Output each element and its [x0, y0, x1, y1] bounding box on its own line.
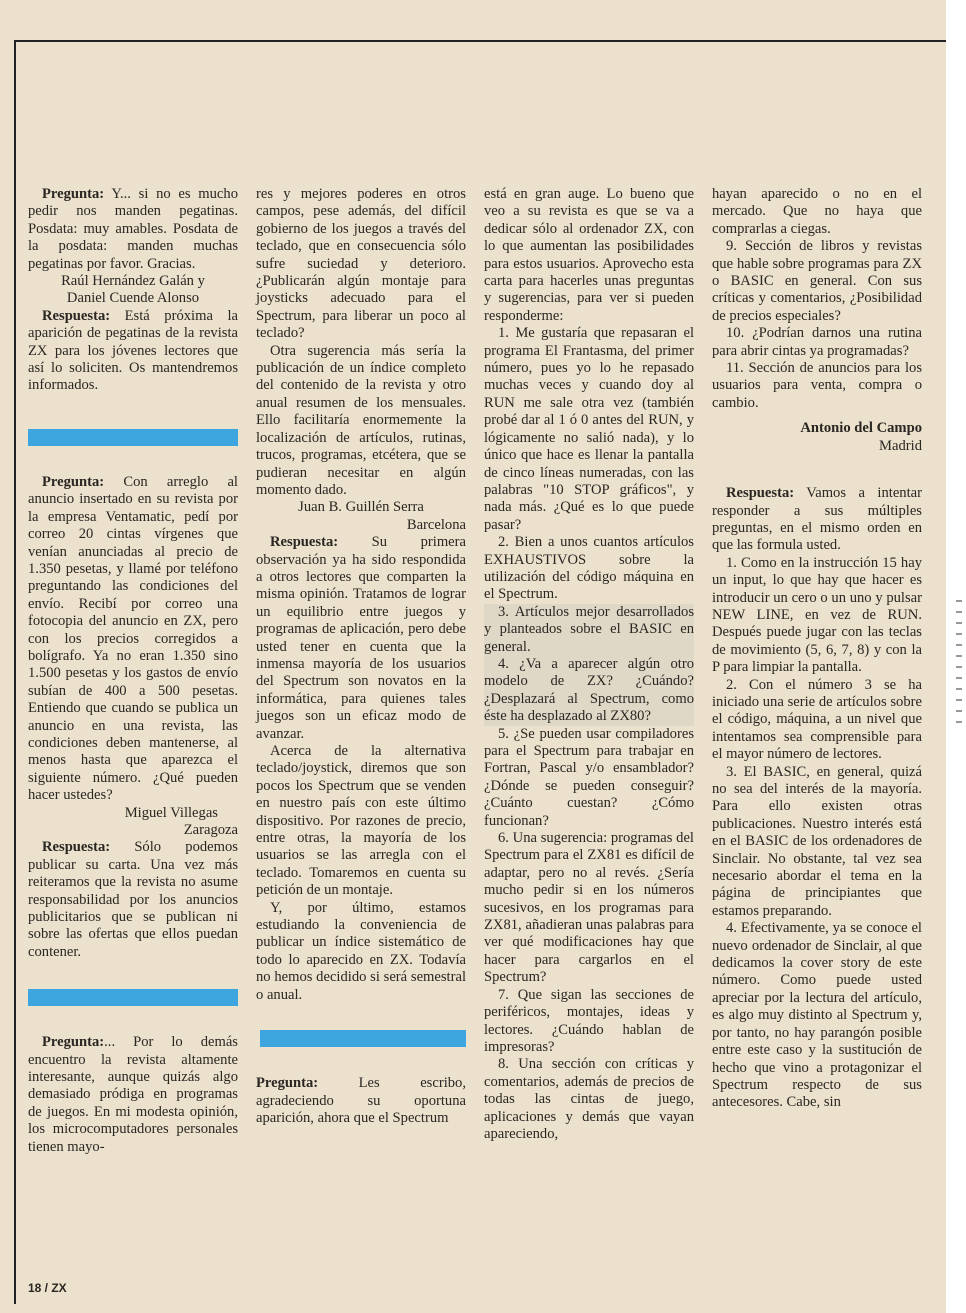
letter-question: Pregunta: Y... si no es mucho pedir nos manden pegatinas. Posdata: muy amables. Posdata de la posdata: manden muchas pegatinas por favor. Gracias. [28, 186, 238, 272]
paragraph: Otra sugerencia más sería la publicación de un índice completo del contenido de la revista y otro anual resumen de los mensuales. Ello facilitaría enormemente la localización de artículos, rutinas, trucos, programas, etcétera, que se pudieran necesitar en algún momento dado. [256, 342, 466, 498]
list-item: 9. Sección de libros y revistas que hable sobre programas para ZX o BASIC en general. Con sus críticas y comentarios, ¿Posibilidad de precios especiales? [712, 238, 922, 324]
section-divider-bar [28, 989, 238, 1006]
signature: Zaragoza [183, 822, 238, 838]
page-number: 18 / ZX [28, 1281, 67, 1295]
column-4 [712, 186, 922, 1112]
section-divider-bar [260, 1030, 466, 1047]
list-item: 8. Una sección con críticas y comentarios, además de precios de todas las cintas de juego, aplicaciones y demás que vayan apareciendo, [484, 1056, 694, 1142]
signature: Antonio del Campo [800, 420, 922, 437]
letter-answer: Respuesta: Sólo podemos publicar su carta. Una vez más reiteramos que la revista no asume responsabilidad por los anuncios publicitarios que se publican ni sobre las ofertas que ellos puedan contener. [28, 839, 238, 960]
signature: Juan B. Guillén Serra [298, 499, 424, 516]
letter-question: Pregunta: Con arreglo al anuncio insertado en su revista por la empresa Ventamatic, pedí por correo 20 cintas vírgenes que venían anunciadas al precio de 1.350 pesetas, y llamé por teléfono preguntando las condiciones del envío. Recibí por correo una fotocopia del anuncio en ZX, pero con los precios corregidos a bolígrafo. Ya no eran 1.350 sino 1.500 pesetas y los gastos de envío subían de 400 a 500 pesetas. Entiendo que cuando se publica un anuncio en una revista, las condiciones deben mantenerse, al menos hasta que aparezca el siguiente número. ¿Qué pueden hacer ustedes? [28, 473, 238, 804]
letter-answer: Respuesta: Su primera observación ya ha sido respondida a otros lectores que comparten la misma opinión. Tratamos de lograr un equilibrio entre juegos y programas de aplicación, pero debe usted tener en cuenta que la inmensa mayoría de los usuarios del Spectrum son novatos en la informática, para quienes tales juegos son un eficaz modo de avanzar. [256, 534, 466, 742]
column-3 [484, 186, 694, 1143]
letter-question: Pregunta: Les escribo, agradeciendo su oportuna aparición, ahora que el Spectrum [256, 1075, 466, 1126]
list-item: 10. ¿Podrían darnos una rutina para abrir cintas ya programadas? [712, 325, 922, 359]
section-divider-bar [28, 429, 238, 446]
list-item: 5. ¿Se pueden usar compiladores para el Spectrum para trabajar en Fortran, Pascal y/o ensamblador? ¿Dónde se pueden conseguir? ¿Cuánto cuestan? ¿Cómo funcionan? [484, 725, 694, 829]
letter-question: Pregunta:... Por lo demás encuentro la revista altamente interesante, aunque quizás algo demasiado pródiga en programas de juegos. En mi modesta opinión, los microcomputadores personales tienen mayo- [28, 1034, 238, 1155]
signature: Daniel Cuende Alonso [66, 290, 200, 307]
list-item: 3. Artículos mejor desarrollados y planteados sobre el BASIC en general. [484, 603, 694, 655]
signature: Madrid [879, 437, 922, 454]
paragraph: hayan aparecido o no en el mercado. Que no haya que comprarlas a ciegas. [712, 186, 922, 237]
list-item: 4. Efectivamente, ya se conoce el nuevo ordenador de Sinclair, al que dedicamos la cover story de este número. Como puede usted apreciar por la lectura del artículo, es algo muy distinto al Spectrum y, por tanto, no hay parangón posible entre este caso y la sustitución de hecho que vino a protagonizar el Spectrum respecto de sus antecesores. Cabe, sin [712, 920, 922, 1111]
list-item: 1. Como en la instrucción 15 hay un input, lo que hay que hacer es introducir un cero o un uno y pulsar NEW LINE, en vez de RUN. Después puede jugar con las teclas de movimiento (5, 6, 7, 8) y con la P para limpiar la pantalla. [712, 554, 922, 676]
paragraph: Y, por último, estamos estudiando la conveniencia de publicar un índice sistemático de todo lo aparecido en ZX. Todavía no hemos decidido si será semestral o anual. [256, 899, 466, 1003]
list-item: 7. Que sigan las secciones de periféricos, montajes, ideas y lectores. ¿Cuándo hablan de impresoras? [484, 986, 694, 1055]
letter-answer: Respuesta: Está próxima la aparición de pegatinas de la revista ZX para los jóvenes lectores que así lo soliciten. Os mantendremos informados. [28, 307, 238, 394]
column-2 [256, 186, 466, 1127]
paragraph: Acerca de la alternativa teclado/joystick, diremos que son pocos los Spectrum que se venden en nuestro país con este último dispositivo. Por razones de precio, entre otras, la mayoría de los usuarios se las arregla con el teclado. Tomaremos en cuenta su petición de un montaje. [256, 743, 466, 899]
paragraph: está en gran auge. Lo bueno que veo a su revista es que se va a dedicar sólo al ordenador ZX, con lo que aumentan las posibilidades para estos usuarios. Aprovecho esta carta para hacerles unas preguntas y sugerencias, para ver si pueden responderme: [484, 186, 694, 324]
list-item: 2. Con el número 3 se ha iniciado una serie de artículos sobre el código, máquina, a un nivel que intentamos sea comprensible para el mayor número de lectores. [712, 676, 922, 763]
list-item: 4. ¿Va a aparecer algún otro modelo de ZX? ¿Cuándo? ¿Desplazará al Spectrum, como éste ha desplazado al ZX80? [484, 655, 694, 725]
paragraph: res y mejores poderes en otros campos, pese además, del difícil gobierno de los juegos a través del teclado, que en consecuencia sólo sufre suciedad y deterioro. ¿Publicarán algún montaje para joysticks adecuado para el Spectrum, para liberar un poco al teclado? [256, 186, 466, 342]
signature: Raúl Hernández Galán y [61, 273, 205, 290]
signature: Barcelona [406, 516, 466, 533]
list-item: 3. El BASIC, en general, quizá no sea del interés de la mayoría. Para ello existen otras publicaciones. Nuestro interés está en el BASIC de los ordenadores de Sinclair. No obstante, tal vez sea necesario abordar el tema en la página de principiantes que estamos preparando. [712, 763, 922, 919]
letter-answer: Respuesta: Vamos a intentar responder a sus múltiples preguntas, en el mismo orden en que las formula usted. [712, 485, 922, 554]
list-item: 1. Me gustaría que repasaran el programa El Frantasma, del primer número, pues yo lo he repasado muchas veces y cuando doy al RUN me sale otra vez (también probé dar al 1 ó 0 antes del RUN, y lógicamente no salió nada), y lo único que hace es llenar la pantalla de cinco líneas numeradas, con las palabras "10 STOP gráficos", y nada más. ¿Qué es lo que puede pasar? [484, 325, 694, 533]
column-1 [28, 186, 238, 1156]
list-item: 6. Una sugerencia: programas del Spectrum para el ZX81 es difícil de adaptar, pero no al revés. ¿Sería mucho pedir si en los números sucesivos, en los programas para ZX81, añadieran unas palabras para ver qué modificaciones hay que hacer para cargarlos en el Spectrum? [484, 830, 694, 986]
list-item: 2. Bien a unos cuantos artículos EXHAUSTIVOS sobre la utilización del código máquina en el Spectrum. [484, 534, 694, 603]
signature: Miguel Villegas [124, 804, 218, 821]
margin-marks [956, 600, 962, 730]
list-item: 11. Sección de anuncios para los usuarios para venta, compra o cambio. [712, 360, 922, 411]
